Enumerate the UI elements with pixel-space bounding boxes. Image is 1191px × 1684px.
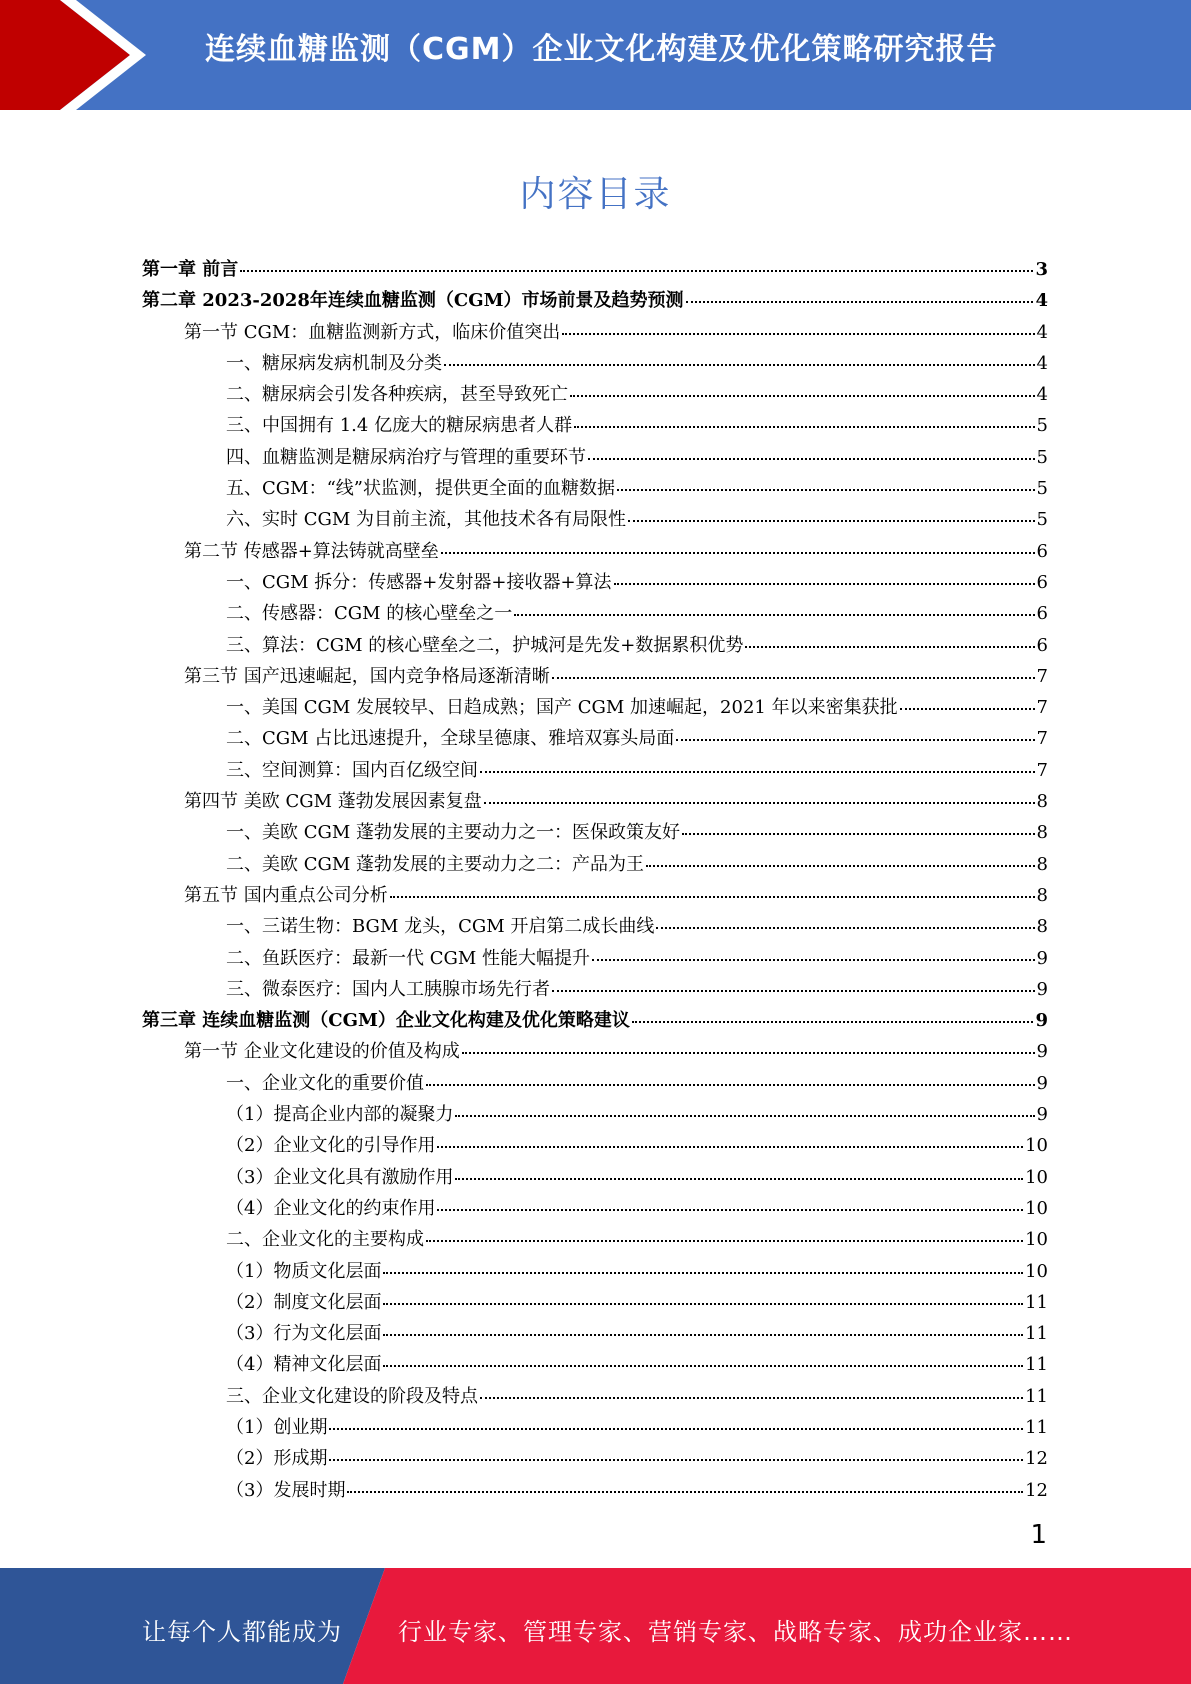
toc-entry-page: 9 <box>1036 947 1048 969</box>
toc-entry[interactable] <box>142 911 1048 942</box>
toc-entry[interactable] <box>142 786 1048 817</box>
toc-dot-leader <box>632 1021 1034 1023</box>
toc-entry-title: 四、血糖监测是糖尿病治疗与管理的重要环节 <box>226 446 586 468</box>
toc-entry-title: 一、CGM 拆分：传感器+发射器+接收器+算法 <box>226 571 612 593</box>
toc-entry-page: 4 <box>1035 290 1048 312</box>
toc-entry-title: 第五节 国内重点公司分析 <box>184 884 388 906</box>
toc-entry-page: 11 <box>1025 1323 1048 1345</box>
toc-entry[interactable] <box>142 1318 1048 1349</box>
toc-entry-title: 第四节 美欧 CGM 蓬勃发展因素复盘 <box>184 791 482 813</box>
toc-entry[interactable] <box>142 1287 1048 1318</box>
toc-entry-page: 10 <box>1025 1197 1048 1219</box>
toc-entry-title: 第二章 2023-2028年连续血糖监测（CGM）市场前景及趋势预测 <box>142 290 684 312</box>
toc-entry[interactable] <box>142 1193 1048 1224</box>
toc-dot-leader <box>617 489 1035 491</box>
toc-entry[interactable] <box>142 1256 1048 1287</box>
toc-entry-title: 第三节 国产迅速崛起，国内竞争格局逐渐清晰 <box>184 665 550 687</box>
toc-dot-leader <box>383 1303 1023 1305</box>
toc-dot-leader <box>646 865 1035 867</box>
toc-dot-leader <box>383 1365 1023 1367</box>
toc-entry-title: 二、传感器：CGM 的核心壁垒之一 <box>226 603 513 625</box>
toc-entry[interactable] <box>142 442 1048 473</box>
toc-dot-leader <box>552 990 1035 992</box>
toc-dot-leader <box>426 1084 1035 1086</box>
toc-dot-leader <box>383 1334 1023 1336</box>
toc-entry[interactable] <box>142 473 1048 504</box>
toc-entry-title: 二、美欧 CGM 蓬勃发展的主要动力之二：产品为王 <box>226 853 645 875</box>
toc-entry-title: （3）行为文化层面 <box>226 1323 382 1345</box>
toc-entry-title: （4）精神文化层面 <box>226 1354 382 1376</box>
report-title: 连续血糖监测（CGM）企业文化构建及优化策略研究报告 <box>205 32 998 67</box>
toc-entry-page: 12 <box>1025 1479 1048 1501</box>
toc-entry[interactable] <box>142 1162 1048 1193</box>
toc-entry-title: 三、微泰医疗：国内人工胰腺市场先行者 <box>226 978 550 1000</box>
toc-entry[interactable] <box>142 880 1048 911</box>
toc-entry-title: 三、算法：CGM 的核心壁垒之二，护城河是先发+数据累积优势 <box>226 634 744 656</box>
toc-entry-page: 11 <box>1025 1385 1048 1407</box>
toc-entry-title: 一、美国 CGM 发展较早、日趋成熟；国产 CGM 加速崛起，2021 年以来密集获批 <box>226 697 898 719</box>
toc-entry-page: 7 <box>1036 728 1048 750</box>
toc-entry-page: 8 <box>1036 916 1048 938</box>
toc-entry[interactable] <box>142 1005 1048 1036</box>
toc-entry[interactable] <box>142 504 1048 535</box>
toc-dot-leader <box>455 1178 1023 1180</box>
toc-dot-leader <box>656 927 1034 929</box>
toc-entry-page: 8 <box>1036 884 1048 906</box>
toc-entry-title: （3）发展时期 <box>226 1479 346 1501</box>
toc-entry-page: 4 <box>1036 321 1048 343</box>
toc-entry-page: 11 <box>1025 1291 1048 1313</box>
toc-dot-leader <box>686 301 1034 303</box>
header-banner <box>0 0 1191 110</box>
toc-entry-page: 9 <box>1036 1041 1048 1063</box>
toc-entry[interactable] <box>142 1130 1048 1161</box>
toc-dot-leader <box>574 426 1034 428</box>
toc-entry-title: 二、鱼跃医疗：最新一代 CGM 性能大幅提升 <box>226 947 591 969</box>
toc-entry-title: 第一章 前言 <box>142 259 239 280</box>
toc-entry[interactable] <box>142 630 1048 661</box>
toc-entry-page: 6 <box>1036 634 1048 656</box>
toc-entry-page: 6 <box>1036 571 1048 593</box>
toc-entry[interactable] <box>142 567 1048 598</box>
toc-entry[interactable] <box>142 1099 1048 1130</box>
footer-slogan-right: 行业专家、管理专家、营销专家、战略专家、成功企业家…… <box>398 1618 1073 1646</box>
toc-entry-title: 三、企业文化建设的阶段及特点 <box>226 1385 478 1407</box>
toc-entry-page: 6 <box>1036 540 1048 562</box>
toc-dot-leader <box>240 270 1033 272</box>
toc-entry-title: 六、实时 CGM 为目前主流，其他技术各有局限性 <box>226 509 627 531</box>
toc-entry-title: 第二节 传感器+算法铸就高壁垒 <box>184 540 439 562</box>
toc-dot-leader <box>480 1397 1023 1399</box>
footer-banner <box>0 1568 1191 1684</box>
toc-entry-page: 7 <box>1036 759 1048 781</box>
toc-entry-title: （4）企业文化的约束作用 <box>226 1197 436 1219</box>
toc-entry-title: （1）物质文化层面 <box>226 1260 382 1282</box>
toc-entry-page: 6 <box>1036 603 1048 625</box>
toc-entry[interactable] <box>142 1475 1048 1506</box>
toc-dot-leader <box>628 520 1035 522</box>
toc-entry[interactable] <box>142 285 1048 316</box>
toc-dot-leader <box>480 771 1035 773</box>
footer-slogan-left: 让每个人都能成为 <box>142 1618 342 1646</box>
toc-entry[interactable] <box>142 379 1048 410</box>
toc-entry-page: 10 <box>1025 1260 1048 1282</box>
toc-dot-leader <box>552 677 1035 679</box>
toc-dot-leader <box>441 552 1035 554</box>
toc-dot-leader <box>484 802 1035 804</box>
table-of-contents <box>142 254 1048 1506</box>
toc-entry-page: 5 <box>1036 478 1048 500</box>
toc-entry-page: 12 <box>1025 1448 1048 1470</box>
toc-entry[interactable] <box>142 1381 1048 1412</box>
toc-entry[interactable] <box>142 1068 1048 1099</box>
toc-entry-page: 10 <box>1025 1229 1048 1251</box>
toc-entry[interactable] <box>142 943 1048 974</box>
toc-dot-leader <box>329 1459 1023 1461</box>
toc-entry[interactable] <box>142 817 1048 848</box>
toc-entry[interactable] <box>142 536 1048 567</box>
toc-entry-title: 一、企业文化的重要价值 <box>226 1072 424 1094</box>
toc-entry-page: 8 <box>1036 853 1048 875</box>
toc-entry-title: 三、中国拥有 1.4 亿庞大的糖尿病患者人群 <box>226 415 573 437</box>
toc-entry[interactable] <box>142 723 1048 754</box>
toc-dot-leader <box>676 739 1034 741</box>
toc-entry-title: 一、糖尿病发病机制及分类 <box>226 352 442 374</box>
toc-dot-leader <box>347 1491 1023 1493</box>
toc-entry[interactable] <box>142 1036 1048 1067</box>
toc-dot-leader <box>329 1428 1023 1430</box>
toc-entry-title: （1）创业期 <box>226 1416 328 1438</box>
toc-entry-page: 9 <box>1036 1104 1048 1126</box>
toc-entry[interactable] <box>142 410 1048 441</box>
toc-entry[interactable] <box>142 661 1048 692</box>
toc-entry[interactable] <box>142 974 1048 1005</box>
toc-dot-leader <box>514 614 1034 616</box>
toc-entry-page: 7 <box>1036 665 1048 687</box>
toc-entry-page: 8 <box>1036 791 1048 813</box>
toc-dot-leader <box>444 364 1035 366</box>
toc-entry-page: 9 <box>1035 1010 1048 1032</box>
toc-entry[interactable] <box>142 1349 1048 1380</box>
toc-entry[interactable] <box>142 755 1048 786</box>
toc-entry-page: 9 <box>1036 1072 1048 1094</box>
toc-entry-title: （2）形成期 <box>226 1448 328 1470</box>
toc-heading: 内容目录 <box>519 174 672 215</box>
toc-entry-title: 一、三诺生物：BGM 龙头，CGM 开启第二成长曲线 <box>226 916 655 938</box>
toc-entry-title: 第一节 CGM：血糖监测新方式，临床价值突出 <box>184 321 561 343</box>
toc-entry-title: 第一节 企业文化建设的价值及构成 <box>184 1041 460 1063</box>
toc-entry[interactable] <box>142 1224 1048 1255</box>
toc-dot-leader <box>570 395 1035 397</box>
toc-entry-page: 5 <box>1036 415 1048 437</box>
toc-entry-title: （3）企业文化具有激励作用 <box>226 1166 454 1188</box>
toc-entry[interactable] <box>142 348 1048 379</box>
toc-entry[interactable] <box>142 692 1048 723</box>
toc-dot-leader <box>383 1272 1023 1274</box>
toc-entry-title: 二、糖尿病会引发各种疾病，甚至导致死亡 <box>226 384 568 406</box>
toc-entry[interactable] <box>142 849 1048 880</box>
toc-dot-leader <box>437 1209 1023 1211</box>
toc-dot-leader <box>682 833 1035 835</box>
toc-entry-page: 11 <box>1025 1354 1048 1376</box>
toc-entry-page: 10 <box>1025 1135 1048 1157</box>
toc-entry-title: （2）企业文化的引导作用 <box>226 1135 436 1157</box>
toc-dot-leader <box>390 896 1035 898</box>
toc-entry-title: 一、美欧 CGM 蓬勃发展的主要动力之一：医保政策友好 <box>226 822 681 844</box>
toc-entry-title: 二、CGM 占比迅速提升，全球呈德康、雅培双寡头局面 <box>226 728 675 750</box>
toc-entry-page: 8 <box>1036 822 1048 844</box>
toc-dot-leader <box>745 646 1034 648</box>
toc-dot-leader <box>462 1052 1035 1054</box>
toc-entry-title: （1）提高企业内部的凝聚力 <box>226 1104 454 1126</box>
toc-dot-leader <box>562 333 1034 335</box>
toc-entry-title: 三、空间测算：国内百亿级空间 <box>226 759 478 781</box>
toc-entry-page: 11 <box>1025 1416 1048 1438</box>
toc-entry-page: 7 <box>1036 697 1048 719</box>
toc-entry-page: 3 <box>1035 259 1048 280</box>
toc-entry-page: 5 <box>1036 446 1048 468</box>
toc-dot-leader <box>588 458 1035 460</box>
toc-entry-page: 9 <box>1036 978 1048 1000</box>
toc-entry-title: 二、企业文化的主要构成 <box>226 1229 424 1251</box>
toc-entry-page: 5 <box>1036 509 1048 531</box>
toc-dot-leader <box>455 1115 1034 1117</box>
toc-entry[interactable] <box>142 1443 1048 1474</box>
toc-entry[interactable] <box>142 598 1048 629</box>
toc-entry[interactable] <box>142 317 1048 348</box>
toc-entry[interactable] <box>142 254 1048 285</box>
toc-entry-title: 第三章 连续血糖监测（CGM）企业文化构建及优化策略建议 <box>142 1010 630 1032</box>
toc-dot-leader <box>900 708 1035 710</box>
toc-dot-leader <box>614 583 1035 585</box>
toc-entry-page: 4 <box>1036 352 1048 374</box>
toc-dot-leader <box>437 1146 1023 1148</box>
toc-entry-title: （2）制度文化层面 <box>226 1291 382 1313</box>
page-number: 1 <box>1030 1520 1047 1550</box>
toc-entry[interactable] <box>142 1412 1048 1443</box>
toc-entry-page: 10 <box>1025 1166 1048 1188</box>
toc-entry-page: 4 <box>1036 384 1048 406</box>
toc-entry-title: 五、CGM：“线”状监测，提供更全面的血糖数据 <box>226 478 615 500</box>
toc-dot-leader <box>592 959 1035 961</box>
toc-dot-leader <box>426 1240 1023 1242</box>
